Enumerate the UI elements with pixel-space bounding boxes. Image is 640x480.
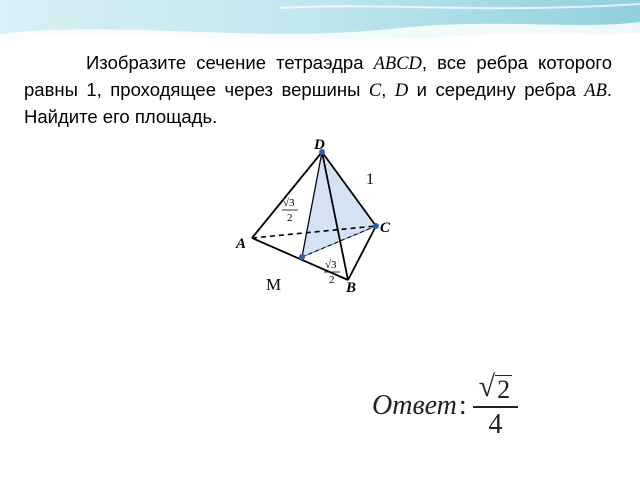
problem-middle: и середину ребра: [408, 79, 585, 100]
vertex-c-ref: C: [368, 81, 382, 101]
answer-colon: :: [458, 390, 467, 421]
edge-ab-ref: AB: [584, 81, 607, 101]
answer-label: Ответ: [372, 390, 457, 421]
radical-sign: √: [478, 370, 496, 404]
header-banner: [0, 0, 640, 44]
height-label-2-root: √3: [325, 259, 337, 271]
point-c: [373, 223, 379, 229]
height-label-1-root: √3: [283, 197, 295, 209]
label-a: A: [236, 236, 247, 252]
problem-line-prefix: Изобразите сечение тетраэдра: [86, 52, 374, 73]
point-m: [299, 254, 305, 260]
problem-condition: , все ребра которого равны 1, проходящее через вершины: [24, 52, 612, 100]
answer-block: [372, 366, 518, 446]
answer-radicand: 2: [497, 375, 511, 405]
tetrahedron-figure: [230, 130, 410, 300]
answer-denominator: 4: [488, 408, 503, 440]
tetrahedron-name: ABCD: [373, 54, 422, 74]
label-b: B: [346, 280, 357, 296]
problem-ending: . Найдите его площадь.: [24, 79, 613, 127]
label-d: D: [314, 137, 325, 153]
fraction-bar: [473, 406, 518, 408]
label-m: M: [266, 275, 282, 294]
answer-numerator: [473, 372, 518, 404]
comma-separator: ,: [381, 79, 395, 100]
section-triangle: [302, 152, 376, 257]
label-c: C: [380, 220, 391, 236]
height-label-2-den: 2: [329, 274, 335, 286]
edge-length-label: 1: [366, 171, 374, 188]
height-label-1-den: 2: [287, 212, 293, 224]
problem-statement: [24, 50, 612, 130]
answer-fraction: [473, 372, 518, 440]
vertex-d-ref: D: [394, 81, 409, 101]
